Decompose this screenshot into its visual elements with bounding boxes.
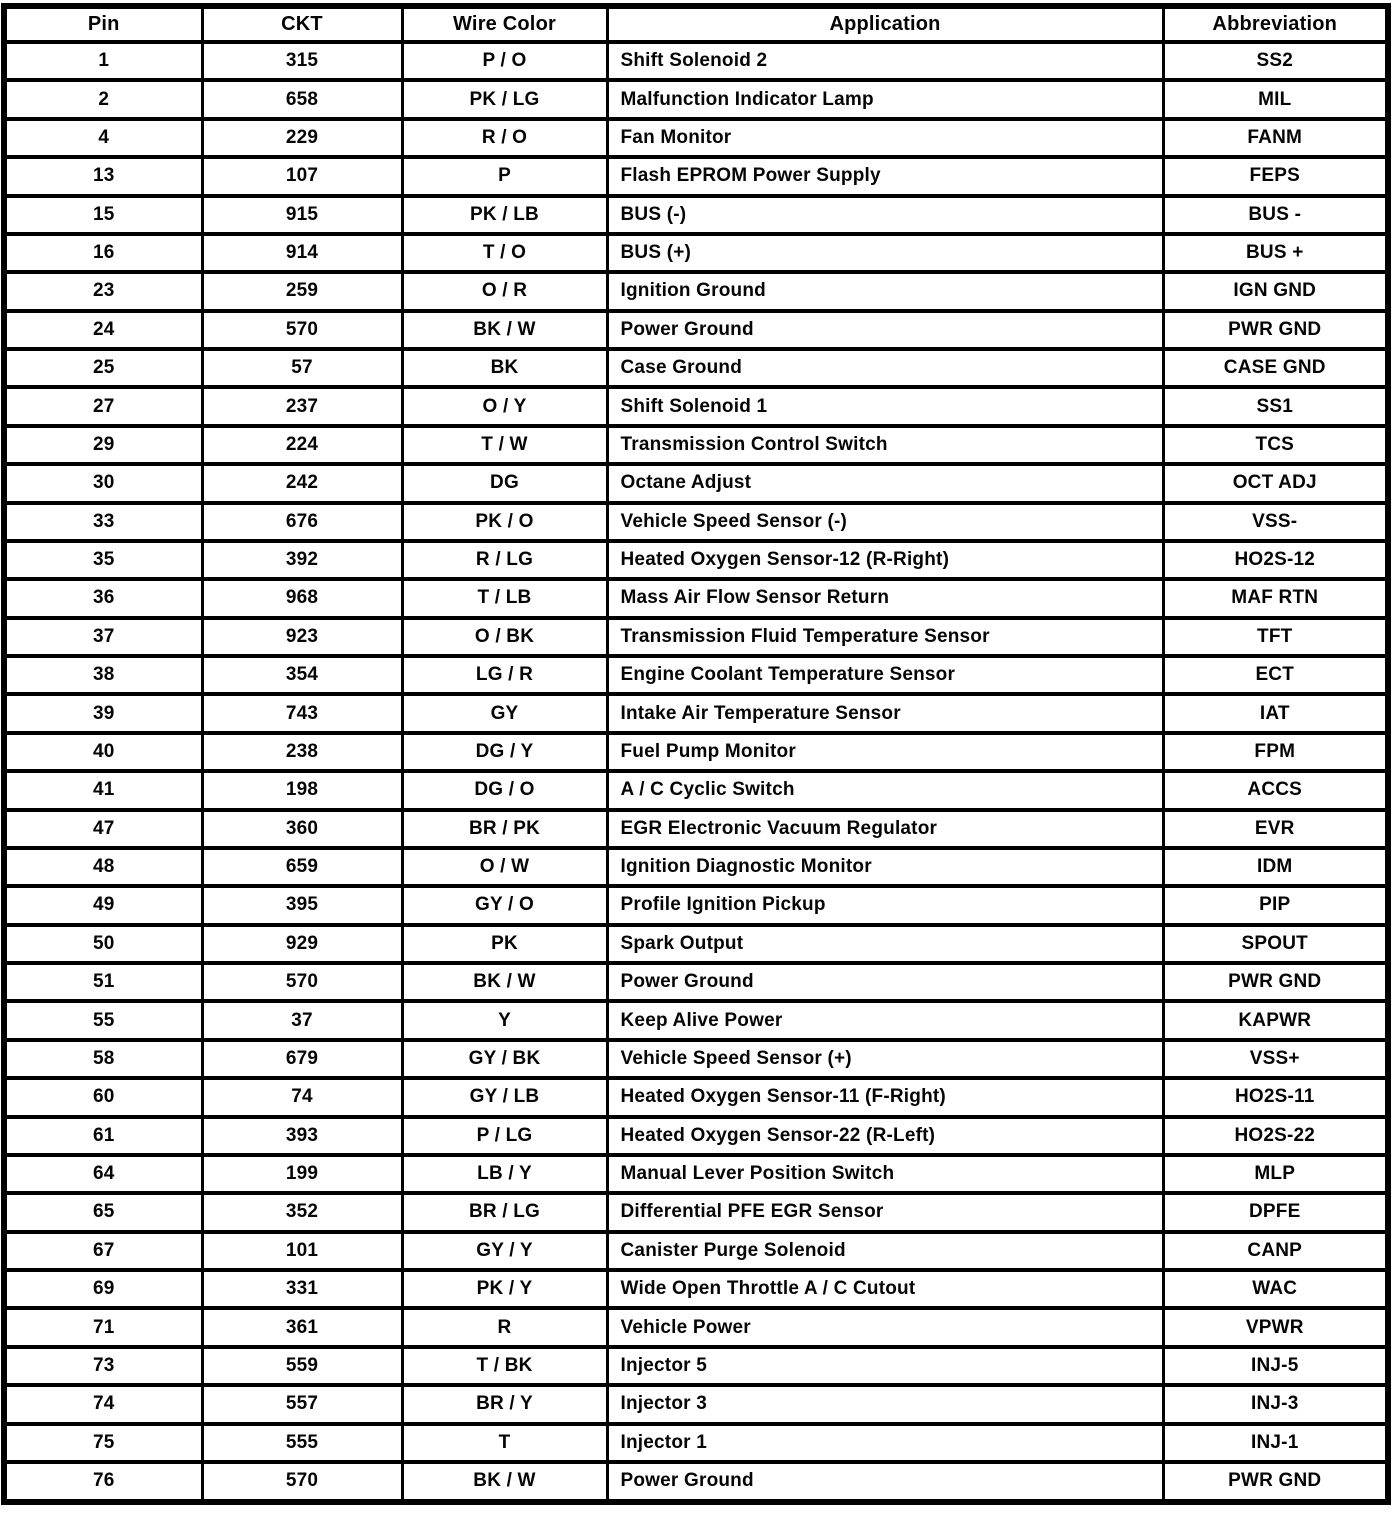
table-row <box>4 42 1388 80</box>
cell-pin: 23 <box>4 272 202 310</box>
cell-abbreviation: PWR GND <box>1163 963 1388 1001</box>
table-row <box>4 272 1388 310</box>
table-row <box>4 1040 1388 1078</box>
table-row <box>4 1424 1388 1462</box>
cell-ckt: 392 <box>202 541 402 579</box>
cell-application: Canister Purge Solenoid <box>607 1232 1163 1270</box>
cell-application: Injector 5 <box>607 1347 1163 1385</box>
cell-wire-color: LB / Y <box>402 1155 607 1193</box>
cell-abbreviation: IAT <box>1163 694 1388 732</box>
cell-ckt: 331 <box>202 1270 402 1308</box>
cell-ckt: 198 <box>202 771 402 809</box>
cell-wire-color: GY <box>402 694 607 732</box>
cell-abbreviation: DPFE <box>1163 1193 1388 1231</box>
cell-wire-color: GY / BK <box>402 1040 607 1078</box>
cell-ckt: 360 <box>202 810 402 848</box>
table-row <box>4 234 1388 272</box>
cell-abbreviation: VSS- <box>1163 503 1388 541</box>
table-row <box>4 579 1388 617</box>
cell-ckt: 570 <box>202 963 402 1001</box>
cell-ckt: 559 <box>202 1347 402 1385</box>
cell-ckt: 679 <box>202 1040 402 1078</box>
cell-wire-color: PK / O <box>402 503 607 541</box>
cell-pin: 47 <box>4 810 202 848</box>
cell-wire-color: PK / LG <box>402 80 607 118</box>
cell-abbreviation: HO2S-12 <box>1163 541 1388 579</box>
cell-wire-color: T / BK <box>402 1347 607 1385</box>
cell-abbreviation: BUS - <box>1163 196 1388 234</box>
table-row <box>4 1078 1388 1116</box>
cell-pin: 55 <box>4 1001 202 1039</box>
cell-ckt: 658 <box>202 80 402 118</box>
cell-abbreviation: HO2S-11 <box>1163 1078 1388 1116</box>
cell-abbreviation: INJ-3 <box>1163 1385 1388 1423</box>
table-row <box>4 503 1388 541</box>
cell-application: Heated Oxygen Sensor-22 (R-Left) <box>607 1117 1163 1155</box>
table-row <box>4 771 1388 809</box>
cell-ckt: 929 <box>202 925 402 963</box>
cell-abbreviation: OCT ADJ <box>1163 464 1388 502</box>
cell-abbreviation: VSS+ <box>1163 1040 1388 1078</box>
cell-pin: 16 <box>4 234 202 272</box>
cell-ckt: 199 <box>202 1155 402 1193</box>
cell-abbreviation: ECT <box>1163 656 1388 694</box>
cell-ckt: 915 <box>202 196 402 234</box>
cell-wire-color: GY / O <box>402 886 607 924</box>
cell-wire-color: R / LG <box>402 541 607 579</box>
cell-wire-color: Y <box>402 1001 607 1039</box>
cell-pin: 76 <box>4 1462 202 1502</box>
cell-ckt: 393 <box>202 1117 402 1155</box>
table-row <box>4 426 1388 464</box>
cell-wire-color: PK / Y <box>402 1270 607 1308</box>
cell-application: Spark Output <box>607 925 1163 963</box>
cell-pin: 67 <box>4 1232 202 1270</box>
header-row <box>4 6 1388 42</box>
cell-wire-color: T <box>402 1424 607 1462</box>
cell-abbreviation: FPM <box>1163 733 1388 771</box>
cell-pin: 15 <box>4 196 202 234</box>
cell-ckt: 101 <box>202 1232 402 1270</box>
cell-wire-color: R <box>402 1308 607 1346</box>
cell-abbreviation: TFT <box>1163 618 1388 656</box>
cell-abbreviation: FEPS <box>1163 157 1388 195</box>
table-row <box>4 196 1388 234</box>
cell-pin: 24 <box>4 311 202 349</box>
cell-abbreviation: CANP <box>1163 1232 1388 1270</box>
table-row <box>4 1462 1388 1502</box>
cell-application: Shift Solenoid 1 <box>607 387 1163 425</box>
cell-application: Transmission Fluid Temperature Sensor <box>607 618 1163 656</box>
table-row <box>4 1385 1388 1423</box>
table-row <box>4 387 1388 425</box>
cell-wire-color: T / O <box>402 234 607 272</box>
cell-pin: 30 <box>4 464 202 502</box>
cell-pin: 13 <box>4 157 202 195</box>
cell-wire-color: O / BK <box>402 618 607 656</box>
cell-abbreviation: KAPWR <box>1163 1001 1388 1039</box>
cell-abbreviation: MAF RTN <box>1163 579 1388 617</box>
cell-pin: 51 <box>4 963 202 1001</box>
cell-abbreviation: PWR GND <box>1163 1462 1388 1502</box>
table-row <box>4 694 1388 732</box>
cell-application: Ignition Diagnostic Monitor <box>607 848 1163 886</box>
table-row <box>4 311 1388 349</box>
cell-application: BUS (-) <box>607 196 1163 234</box>
table-row <box>4 1347 1388 1385</box>
table-body <box>4 42 1388 1502</box>
table-row <box>4 656 1388 694</box>
cell-pin: 38 <box>4 656 202 694</box>
cell-abbreviation: TCS <box>1163 426 1388 464</box>
cell-ckt: 238 <box>202 733 402 771</box>
cell-wire-color: T / W <box>402 426 607 464</box>
cell-wire-color: P <box>402 157 607 195</box>
cell-application: Power Ground <box>607 1462 1163 1502</box>
cell-abbreviation: MLP <box>1163 1155 1388 1193</box>
cell-ckt: 968 <box>202 579 402 617</box>
cell-pin: 69 <box>4 1270 202 1308</box>
table-row <box>4 1117 1388 1155</box>
cell-pin: 1 <box>4 42 202 80</box>
cell-ckt: 923 <box>202 618 402 656</box>
table-row <box>4 541 1388 579</box>
table-row <box>4 618 1388 656</box>
pinout-table <box>1 3 1391 1505</box>
cell-wire-color: P / LG <box>402 1117 607 1155</box>
cell-abbreviation: SS2 <box>1163 42 1388 80</box>
cell-ckt: 237 <box>202 387 402 425</box>
cell-abbreviation: CASE GND <box>1163 349 1388 387</box>
cell-abbreviation: PWR GND <box>1163 311 1388 349</box>
table-row <box>4 963 1388 1001</box>
cell-ckt: 242 <box>202 464 402 502</box>
cell-abbreviation: ACCS <box>1163 771 1388 809</box>
cell-pin: 33 <box>4 503 202 541</box>
cell-wire-color: BR / PK <box>402 810 607 848</box>
cell-wire-color: GY / Y <box>402 1232 607 1270</box>
cell-wire-color: DG <box>402 464 607 502</box>
cell-ckt: 743 <box>202 694 402 732</box>
cell-ckt: 555 <box>202 1424 402 1462</box>
cell-wire-color: O / Y <box>402 387 607 425</box>
cell-application: Case Ground <box>607 349 1163 387</box>
cell-pin: 64 <box>4 1155 202 1193</box>
cell-ckt: 557 <box>202 1385 402 1423</box>
cell-pin: 2 <box>4 80 202 118</box>
table-row <box>4 1232 1388 1270</box>
cell-pin: 4 <box>4 119 202 157</box>
cell-application: BUS (+) <box>607 234 1163 272</box>
cell-ckt: 361 <box>202 1308 402 1346</box>
cell-pin: 50 <box>4 925 202 963</box>
cell-application: Profile Ignition Pickup <box>607 886 1163 924</box>
cell-application: Power Ground <box>607 963 1163 1001</box>
table-header <box>4 6 1388 42</box>
table-row <box>4 80 1388 118</box>
cell-pin: 74 <box>4 1385 202 1423</box>
cell-application: Heated Oxygen Sensor-11 (F-Right) <box>607 1078 1163 1116</box>
cell-ckt: 914 <box>202 234 402 272</box>
table-row <box>4 925 1388 963</box>
cell-wire-color: O / R <box>402 272 607 310</box>
header-ckt: CKT <box>202 6 402 42</box>
cell-application: Shift Solenoid 2 <box>607 42 1163 80</box>
cell-application: Keep Alive Power <box>607 1001 1163 1039</box>
header-pin: Pin <box>4 6 202 42</box>
cell-wire-color: PK / LB <box>402 196 607 234</box>
table-row <box>4 848 1388 886</box>
cell-application: EGR Electronic Vacuum Regulator <box>607 810 1163 848</box>
cell-ckt: 107 <box>202 157 402 195</box>
cell-wire-color: PK <box>402 925 607 963</box>
cell-wire-color: P / O <box>402 42 607 80</box>
table-row <box>4 1308 1388 1346</box>
cell-application: Injector 1 <box>607 1424 1163 1462</box>
cell-pin: 75 <box>4 1424 202 1462</box>
header-abbreviation: Abbreviation <box>1163 6 1388 42</box>
cell-ckt: 676 <box>202 503 402 541</box>
cell-abbreviation: INJ-1 <box>1163 1424 1388 1462</box>
table-row <box>4 157 1388 195</box>
cell-application: Malfunction Indicator Lamp <box>607 80 1163 118</box>
cell-ckt: 395 <box>202 886 402 924</box>
cell-ckt: 354 <box>202 656 402 694</box>
cell-ckt: 259 <box>202 272 402 310</box>
cell-wire-color: GY / LB <box>402 1078 607 1116</box>
table-row <box>4 1155 1388 1193</box>
cell-application: Vehicle Power <box>607 1308 1163 1346</box>
cell-application: A / C Cyclic Switch <box>607 771 1163 809</box>
table-row <box>4 810 1388 848</box>
cell-ckt: 74 <box>202 1078 402 1116</box>
cell-application: Heated Oxygen Sensor-12 (R-Right) <box>607 541 1163 579</box>
cell-application: Power Ground <box>607 311 1163 349</box>
cell-application: Octane Adjust <box>607 464 1163 502</box>
cell-wire-color: R / O <box>402 119 607 157</box>
header-application: Application <box>607 6 1163 42</box>
cell-ckt: 37 <box>202 1001 402 1039</box>
cell-pin: 73 <box>4 1347 202 1385</box>
cell-ckt: 57 <box>202 349 402 387</box>
cell-application: Flash EPROM Power Supply <box>607 157 1163 195</box>
cell-wire-color: DG / Y <box>402 733 607 771</box>
cell-abbreviation: WAC <box>1163 1270 1388 1308</box>
cell-abbreviation: INJ-5 <box>1163 1347 1388 1385</box>
cell-abbreviation: MIL <box>1163 80 1388 118</box>
cell-wire-color: DG / O <box>402 771 607 809</box>
table-row <box>4 1193 1388 1231</box>
cell-pin: 40 <box>4 733 202 771</box>
cell-pin: 49 <box>4 886 202 924</box>
cell-ckt: 570 <box>202 311 402 349</box>
cell-pin: 61 <box>4 1117 202 1155</box>
cell-wire-color: BR / LG <box>402 1193 607 1231</box>
cell-wire-color: T / LB <box>402 579 607 617</box>
cell-pin: 65 <box>4 1193 202 1231</box>
cell-pin: 41 <box>4 771 202 809</box>
cell-application: Vehicle Speed Sensor (-) <box>607 503 1163 541</box>
cell-pin: 39 <box>4 694 202 732</box>
table-row <box>4 733 1388 771</box>
cell-abbreviation: SPOUT <box>1163 925 1388 963</box>
cell-ckt: 659 <box>202 848 402 886</box>
cell-application: Transmission Control Switch <box>607 426 1163 464</box>
cell-application: Fuel Pump Monitor <box>607 733 1163 771</box>
table-row <box>4 886 1388 924</box>
cell-application: Intake Air Temperature Sensor <box>607 694 1163 732</box>
cell-abbreviation: VPWR <box>1163 1308 1388 1346</box>
cell-application: Injector 3 <box>607 1385 1163 1423</box>
cell-pin: 29 <box>4 426 202 464</box>
table-row <box>4 1001 1388 1039</box>
cell-ckt: 224 <box>202 426 402 464</box>
cell-application: Manual Lever Position Switch <box>607 1155 1163 1193</box>
cell-pin: 25 <box>4 349 202 387</box>
cell-abbreviation: PIP <box>1163 886 1388 924</box>
cell-abbreviation: HO2S-22 <box>1163 1117 1388 1155</box>
cell-pin: 37 <box>4 618 202 656</box>
cell-pin: 58 <box>4 1040 202 1078</box>
cell-application: Ignition Ground <box>607 272 1163 310</box>
cell-wire-color: BR / Y <box>402 1385 607 1423</box>
cell-application: Differential PFE EGR Sensor <box>607 1193 1163 1231</box>
cell-application: Engine Coolant Temperature Sensor <box>607 656 1163 694</box>
cell-pin: 36 <box>4 579 202 617</box>
cell-ckt: 315 <box>202 42 402 80</box>
cell-pin: 48 <box>4 848 202 886</box>
cell-wire-color: BK / W <box>402 1462 607 1502</box>
cell-abbreviation: SS1 <box>1163 387 1388 425</box>
cell-abbreviation: EVR <box>1163 810 1388 848</box>
cell-abbreviation: BUS + <box>1163 234 1388 272</box>
cell-pin: 60 <box>4 1078 202 1116</box>
table-row <box>4 464 1388 502</box>
cell-abbreviation: IDM <box>1163 848 1388 886</box>
table-row <box>4 119 1388 157</box>
cell-application: Vehicle Speed Sensor (+) <box>607 1040 1163 1078</box>
table-row <box>4 1270 1388 1308</box>
cell-wire-color: BK / W <box>402 311 607 349</box>
cell-ckt: 570 <box>202 1462 402 1502</box>
cell-ckt: 229 <box>202 119 402 157</box>
cell-application: Fan Monitor <box>607 119 1163 157</box>
table-row <box>4 349 1388 387</box>
cell-wire-color: O / W <box>402 848 607 886</box>
cell-pin: 35 <box>4 541 202 579</box>
header-wire-color: Wire Color <box>402 6 607 42</box>
cell-pin: 71 <box>4 1308 202 1346</box>
cell-application: Mass Air Flow Sensor Return <box>607 579 1163 617</box>
cell-wire-color: BK / W <box>402 963 607 1001</box>
cell-pin: 27 <box>4 387 202 425</box>
cell-application: Wide Open Throttle A / C Cutout <box>607 1270 1163 1308</box>
cell-wire-color: LG / R <box>402 656 607 694</box>
cell-abbreviation: IGN GND <box>1163 272 1388 310</box>
cell-abbreviation: FANM <box>1163 119 1388 157</box>
cell-ckt: 352 <box>202 1193 402 1231</box>
cell-wire-color: BK <box>402 349 607 387</box>
